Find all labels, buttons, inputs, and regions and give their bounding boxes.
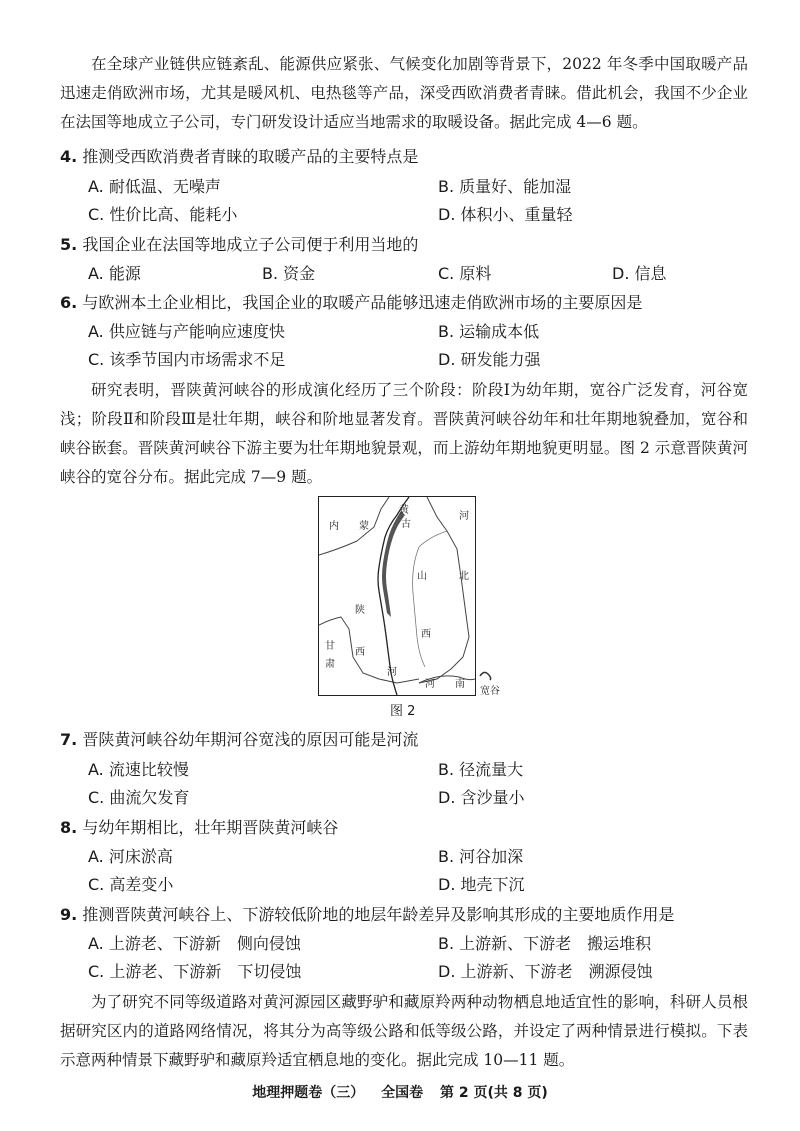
- option-c: C. 原料: [438, 264, 492, 283]
- option-b: B. 径流量大: [438, 760, 524, 779]
- question-number: 6.: [60, 293, 78, 312]
- map-label: 西: [355, 647, 365, 658]
- map-label: 南: [455, 679, 465, 690]
- figure-2-map: [318, 496, 476, 696]
- option-a: A. 河床淤高: [88, 847, 173, 866]
- question-stem: 推测受西欧消费者青睐的取暖产品的主要特点是: [82, 147, 419, 166]
- map-label: 蒙: [359, 521, 369, 532]
- border-line: [419, 497, 469, 683]
- map-drawing: [319, 497, 475, 695]
- question-stem: 与幼年期相比，壮年期晋陕黄河峡谷: [82, 818, 339, 837]
- option-d: D. 研发能力强: [438, 350, 541, 369]
- option-b: B. 运输成本低: [438, 322, 540, 341]
- question-8: [60, 816, 750, 840]
- question-number: 8.: [60, 818, 78, 837]
- option-d: D. 上游新、下游老 溯源侵蚀: [438, 962, 653, 981]
- option-d: D. 含沙量小: [438, 788, 525, 807]
- footer-title: 地理押题卷（三）: [252, 1085, 365, 1101]
- map-label: 河: [459, 511, 469, 522]
- option-a: A. 上游老、下游新 侧向侵蚀: [88, 934, 301, 953]
- legend-label: 宽谷: [480, 686, 500, 697]
- question-stem: 我国企业在法国等地成立子公司便于利用当地的: [82, 235, 419, 254]
- question-7: [60, 728, 750, 752]
- option-c: C. 上游老、下游新 下切侵蚀: [88, 962, 302, 981]
- option-b: B. 河谷加深: [438, 847, 524, 866]
- passage-7-9: 研究表明，晋陕黄河峡谷的形成演化经历了三个阶段：阶段Ⅰ为幼年期，宽谷广泛发育，河谷宽浅；阶段Ⅱ和阶段Ⅲ是壮年期，峡谷和阶地显著发育。晋陕黄河峡谷幼年和壮年期地貌叠加，宽谷和峡谷嵌套。晋陕黄河峡谷下游主要为壮年期地貌景观，而上游幼年期地貌更明显。图 2 示意晋陕黄河峡谷的宽谷分布。据此完成 7—9 题。: [60, 381, 748, 486]
- question-number: 7.: [60, 730, 78, 749]
- option-c: C. 该季节国内市场需求不足: [88, 350, 286, 369]
- legend-icon: [478, 670, 494, 682]
- question-stem: 晋陕黄河峡谷幼年期河谷宽浅的原因可能是河流: [82, 730, 419, 749]
- question-9: [60, 903, 750, 927]
- map-label: 西: [421, 629, 431, 640]
- footer-scope: 全国卷: [381, 1085, 424, 1101]
- question-5: [60, 233, 750, 257]
- passage-4-6: 在全球产业链供应链紊乱、能源供应紧张、气候变化加剧等背景下，2022 年冬季中国取暖产品迅速走俏欧洲市场，尤其是暖风机、电热毯等产品，深受西欧消费者青睐。借此机会，我国不少企业在法国等地成立子公司，专门研发设计适应当地需求的取暖设备。据此完成 4—6 题。: [60, 55, 748, 131]
- footer-page-number: 第 2 页(共 8 页): [439, 1085, 548, 1101]
- option-b: B. 质量好、能加湿: [438, 177, 572, 196]
- option-a: A. 耐低温、无噪声: [88, 177, 221, 196]
- map-label: 河: [425, 679, 435, 690]
- option-c: C. 曲流欠发育: [88, 788, 190, 807]
- option-d: D. 体积小、重量轻: [438, 205, 573, 224]
- question-6: [60, 291, 750, 315]
- map-label: 黄: [399, 505, 409, 516]
- map-label: 山: [417, 571, 427, 582]
- option-d: D. 地壳下沉: [438, 875, 525, 894]
- map-label: 河: [387, 667, 397, 678]
- question-stem: 与欧洲本土企业相比，我国企业的取暖产品能够迅速走俏欧洲市场的主要原因是: [82, 293, 643, 312]
- option-d: D. 信息: [612, 264, 667, 283]
- map-label: 肃: [325, 659, 335, 670]
- map-label: 古: [401, 519, 411, 530]
- question-stem: 推测晋陕黄河峡谷上、下游较低阶地的地层年龄差异及影响其形成的主要地质作用是: [82, 905, 675, 924]
- map-label: 内: [329, 521, 339, 532]
- figure-caption: 图 2: [390, 704, 416, 719]
- option-a: A. 能源: [88, 264, 141, 283]
- question-number: 4.: [60, 147, 78, 166]
- map-label: 甘: [325, 641, 335, 652]
- passage-10-11: 为了研究不同等级道路对黄河源园区藏野驴和藏原羚两种动物栖息地适宜性的影响，科研人员根据研究区内的道路网络情况，将其分为高等级公路和低等级公路，并设定了两种情景进行模拟。下表示意两种情景下藏野驴和藏原羚适宜栖息地的变化。据此完成 10—11 题。: [60, 993, 748, 1069]
- map-label: 陕: [355, 605, 365, 616]
- option-b: B. 上游新、下游老 搬运堆积: [438, 934, 652, 953]
- river-tributary: [413, 531, 447, 667]
- option-a: A. 供应链与产能响应速度快: [88, 322, 285, 341]
- option-a: A. 流速比较慢: [88, 760, 189, 779]
- option-c: C. 性价比高、能耗小: [88, 205, 238, 224]
- page-footer: [0, 1082, 800, 1102]
- option-c: C. 高差变小: [88, 875, 174, 894]
- map-label: 北: [459, 571, 469, 582]
- option-b: B. 资金: [262, 264, 316, 283]
- question-number: 9.: [60, 905, 78, 924]
- question-number: 5.: [60, 235, 78, 254]
- question-4: [60, 145, 750, 169]
